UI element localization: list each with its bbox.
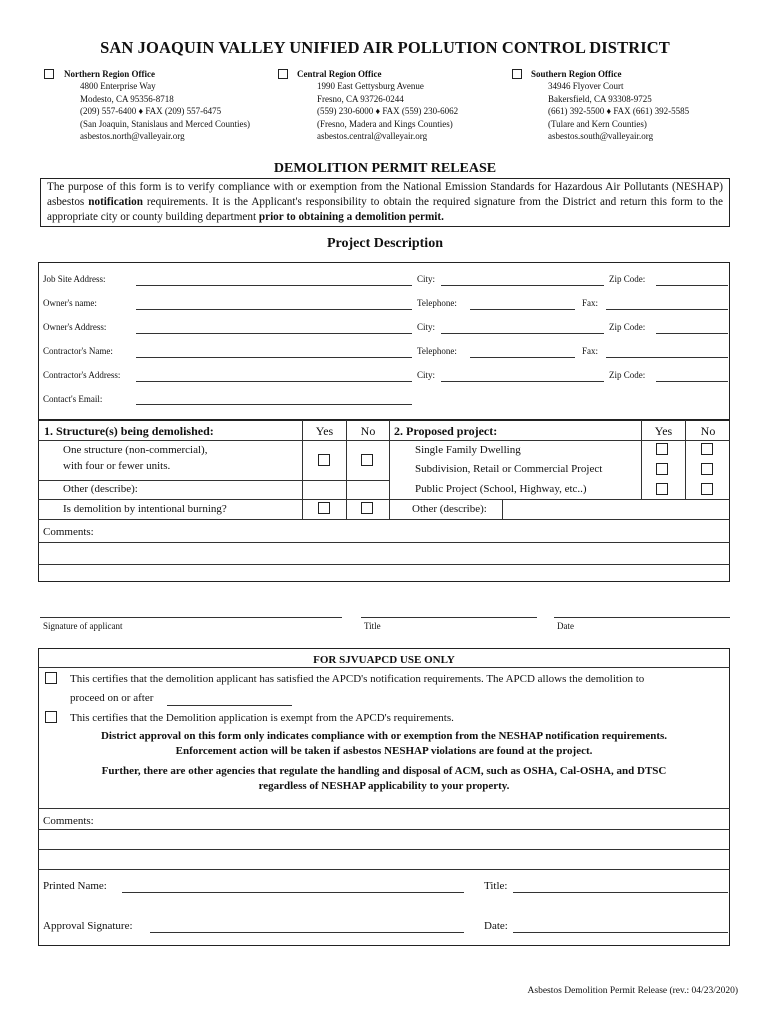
proposed-yes-header: Yes — [654, 424, 673, 438]
official-comments-label: Comments: — [43, 815, 94, 827]
structures-comments-label: Comments: — [43, 526, 94, 538]
applicant-title-line[interactable] — [361, 617, 537, 618]
contractor-name-field[interactable] — [136, 357, 412, 358]
cert-1-text: This certifies that the demolition applicant has satisfied the APCD's notification requirements. The APCD allows the demolition to — [70, 673, 645, 685]
telephone-label: Telephone: — [417, 298, 457, 308]
row-line — [38, 542, 730, 543]
structure-item-1a: One structure (non-commercial), — [63, 444, 208, 456]
purpose-bold-prior: prior to obtaining a demolition permit. — [258, 211, 444, 223]
date-label: Date — [557, 621, 574, 631]
single-family-yes-checkbox[interactable] — [656, 443, 668, 455]
cert-2-text: This certifies that the Demolition application is exempt from the APCD's requirements. — [70, 712, 454, 724]
printed-name-label: Printed Name: — [43, 880, 107, 892]
contact-email-field[interactable] — [136, 404, 412, 405]
zip-label: Zip Code: — [609, 370, 646, 380]
row-line — [38, 808, 730, 809]
southern-office — [531, 68, 689, 142]
owner-address-field[interactable] — [136, 333, 412, 334]
revision-footer: Asbestos Demolition Permit Release (rev.: 04/23/2020) — [527, 986, 738, 996]
office-line: asbestos.central@valleyair.org — [317, 131, 428, 142]
office-line: Modesto, CA 95356-8718 — [80, 93, 174, 104]
title-label: Title — [364, 621, 381, 631]
purpose-text-2: requirements. It is the Applicant's responsibility to obtain the required signature from the District and return this form to the appropriate city or county building department — [47, 196, 723, 223]
notice-line-2: Enforcement action will be taken if asbestos NESHAP violations are found at the project. — [175, 745, 593, 757]
job-site-field[interactable] — [136, 285, 412, 286]
zip-label: Zip Code: — [609, 274, 646, 284]
divider — [389, 420, 390, 519]
office-line: (559) 230-6000 ♦ FAX (559) 230-6062 — [317, 106, 459, 117]
applicant-date-line[interactable] — [554, 617, 730, 618]
row-line — [38, 564, 730, 565]
city-label: City: — [417, 322, 436, 332]
city-label: City: — [417, 274, 436, 284]
job-zip-field[interactable] — [656, 285, 728, 286]
owner-name-field[interactable] — [136, 309, 412, 310]
owner-telephone-field[interactable] — [470, 309, 575, 310]
proposed-heading: 2. Proposed project: — [394, 424, 498, 438]
northern-office — [64, 68, 250, 142]
fax-label: Fax: — [582, 298, 599, 308]
proposed-other-label: Other (describe): — [412, 503, 487, 515]
row-line — [38, 829, 730, 830]
proposed-item: Public Project (School, Highway, etc..) — [415, 483, 587, 495]
notice-line-1: District approval on this form only indicates compliance with or exemption from the NESHAP notification requirements. — [100, 730, 668, 742]
office-line: (661) 392-5500 ♦ FAX (661) 392-5585 — [548, 106, 690, 117]
official-title-label: Title: — [484, 880, 508, 892]
proposed-item: Subdivision, Retail or Commercial Project — [415, 463, 603, 475]
structure-item-1b: with four or fewer units. — [63, 460, 171, 472]
office-line: Fresno, CA 93726-0244 — [317, 93, 404, 104]
fax-label: Fax: — [582, 346, 599, 356]
city-label: City: — [417, 370, 436, 380]
notice-line-4: regardless of NESHAP applicability to your property. — [258, 780, 510, 792]
row-line — [38, 499, 730, 500]
commercial-yes-checkbox[interactable] — [656, 463, 668, 475]
district-title: SAN JOAQUIN VALLEY UNIFIED AIR POLLUTION CONTROL DISTRICT — [100, 38, 670, 57]
office-line: asbestos.north@valleyair.org — [80, 131, 185, 142]
burning-question: Is demolition by intentional burning? — [63, 503, 227, 515]
office-line: asbestos.south@valleyair.org — [548, 131, 654, 142]
row-line — [38, 667, 730, 668]
structure-no-checkbox[interactable] — [361, 454, 373, 466]
office-name: Southern Region Office — [531, 69, 622, 79]
purpose-bold-notification: notification — [88, 196, 143, 208]
central-office — [297, 68, 458, 142]
proceed-date-field[interactable] — [167, 705, 292, 706]
row-line — [38, 519, 730, 520]
owner-zip-field[interactable] — [656, 333, 728, 334]
printed-name-field[interactable] — [122, 892, 464, 893]
notice-line-3: Further, there are other agencies that regulate the handling and disposal of ACM, such as OSHA, Cal-OSHA, and DTSC — [101, 765, 667, 777]
burning-yes-checkbox[interactable] — [318, 502, 330, 514]
office-line: (Tulare and Kern Counties) — [548, 118, 647, 129]
office-line: (209) 557-6400 ♦ FAX (209) 557-6475 — [80, 106, 222, 117]
official-date-field[interactable] — [513, 932, 728, 933]
official-heading: FOR SJVUAPCD USE ONLY — [313, 654, 455, 666]
zip-label: Zip Code: — [609, 322, 646, 332]
commercial-no-checkbox[interactable] — [701, 463, 713, 475]
southern-office-checkbox[interactable] — [512, 69, 522, 79]
structures-no-header: No — [360, 424, 376, 438]
owner-fax-field[interactable] — [606, 309, 728, 310]
contractor-telephone-field[interactable] — [470, 357, 575, 358]
public-no-checkbox[interactable] — [701, 483, 713, 495]
official-title-field[interactable] — [513, 892, 728, 893]
job-city-field[interactable] — [441, 285, 604, 286]
owner-address-label: Owner's Address: — [43, 322, 107, 332]
purpose-text: The purpose of this form is to verify compliance with or exemption from the National Emission Standards for Hazardous Air Pollutants (NESHAP) asbestos — [47, 181, 723, 208]
office-line: 34946 Flyover Court — [548, 81, 624, 92]
owner-city-field[interactable] — [441, 333, 604, 334]
contractor-zip-field[interactable] — [656, 381, 728, 382]
contact-email-label: Contact's Email: — [43, 394, 103, 404]
project-title: Project Description — [327, 236, 443, 251]
office-line: (Fresno, Madera and Kings Counties) — [317, 118, 453, 129]
office-line: (San Joaquin, Stanislaus and Merced Counties) — [80, 118, 250, 129]
office-name: Central Region Office — [297, 69, 382, 79]
structure-other-label: Other (describe): — [63, 483, 138, 495]
owner-name-label: Owner's name: — [43, 298, 97, 308]
approval-signature-label: Approval Signature: — [43, 920, 133, 932]
structure-yes-checkbox[interactable] — [318, 454, 330, 466]
contractor-address-field[interactable] — [136, 381, 412, 382]
contractor-fax-field[interactable] — [606, 357, 728, 358]
applicant-signature-line[interactable] — [40, 617, 342, 618]
burning-no-checkbox[interactable] — [361, 502, 373, 514]
office-line: Bakersfield, CA 93308-9725 — [548, 93, 652, 104]
office-line: 1990 East Gettysburg Avenue — [317, 81, 424, 92]
approval-signature-field[interactable] — [150, 932, 464, 933]
proposed-no-header: No — [700, 424, 716, 438]
cert-1-proceed: proceed on or after — [70, 692, 154, 704]
row-line — [38, 869, 730, 870]
contractor-city-field[interactable] — [441, 381, 604, 382]
row-line — [38, 480, 389, 481]
structures-yes-header: Yes — [315, 424, 334, 438]
contractor-name-label: Contractor's Name: — [43, 346, 113, 356]
structures-heading: 1. Structure(s) being demolished: — [44, 424, 214, 438]
public-yes-checkbox[interactable] — [656, 483, 668, 495]
signature-label: Signature of applicant — [43, 621, 123, 631]
central-office-checkbox[interactable] — [278, 69, 288, 79]
official-date-label: Date: — [484, 920, 508, 932]
office-line: 4800 Enterprise Way — [80, 81, 156, 92]
exempt-checkbox[interactable] — [45, 711, 57, 723]
single-family-no-checkbox[interactable] — [701, 443, 713, 455]
row-line — [38, 440, 730, 441]
northern-office-checkbox[interactable] — [44, 69, 54, 79]
purpose-box — [40, 178, 730, 227]
notification-satisfied-checkbox[interactable] — [45, 672, 57, 684]
telephone-label: Telephone: — [417, 346, 457, 356]
contractor-address-label: Contractor's Address: — [43, 370, 121, 380]
row-line — [38, 849, 730, 850]
release-title: DEMOLITION PERMIT RELEASE — [273, 161, 497, 176]
divider — [502, 499, 503, 519]
job-site-label: Job Site Address: — [43, 274, 106, 284]
office-name: Northern Region Office — [64, 69, 155, 79]
proposed-item: Single Family Dwelling — [415, 444, 521, 456]
